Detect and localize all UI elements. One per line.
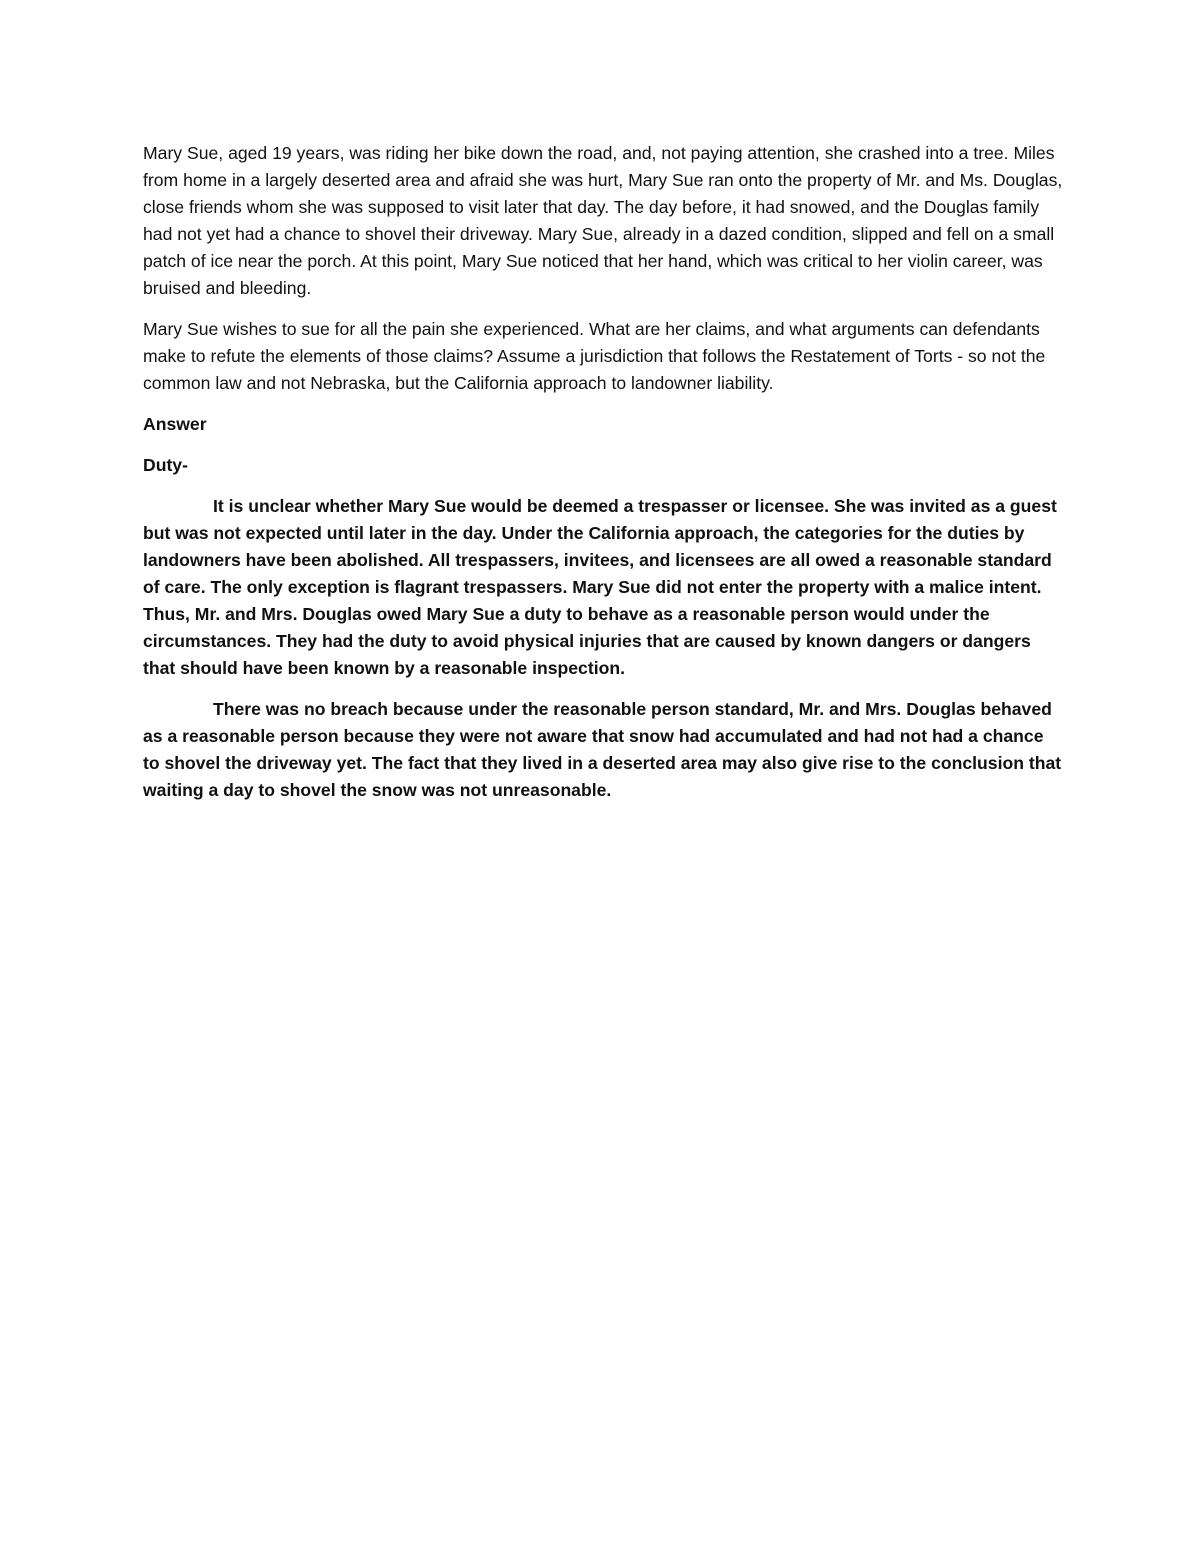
answer-paragraph-2: There was no breach because under the reasonable person standard, Mr. and Mrs. Douglas behaved as a reasonable person because they were not aware that snow had accumulated and had not had a chance to shovel the driveway yet. The fact that they lived in a deserted area may also give rise to the conclusion that waiting a day to shovel the snow was not unreasonable. — [143, 699, 1062, 800]
document-body — [143, 140, 1063, 818]
duty-heading: Duty- — [143, 455, 188, 475]
answer-paragraph-1: It is unclear whether Mary Sue would be deemed a trespasser or licensee. She was invited as a guest but was not expected until later in the day. Under the California approach, the categories for the duties by landowners have been abolished. All trespassers, invitees, and licensees are all owed a reasonable standard of care. The only exception is flagrant trespassers. Mary Sue did not enter the property with a malice intent. Thus, Mr. and Mrs. Douglas owed Mary Sue a duty to behave as a reasonable person would under the circumstances. They had the duty to avoid physical injuries that are caused by known dangers or dangers that should have been known by a reasonable inspection. — [143, 496, 1057, 678]
question-paragraph-1: Mary Sue, aged 19 years, was riding her bike down the road, and, not paying attention, she crashed into a tree. Miles from home in a largely deserted area and afraid she was hurt, Mary Sue ran onto the property of Mr. and Ms. Douglas, close friends whom she was supposed to visit later that day. The day before, it had snowed, and the Douglas family had not yet had a chance to shovel their driveway. Mary Sue, already in a dazed condition, slipped and fell on a small patch of ice near the porch. At this point, Mary Sue noticed that her hand, which was critical to her violin career, was bruised and bleeding. — [143, 143, 1063, 298]
question-paragraph-2: Mary Sue wishes to sue for all the pain she experienced. What are her claims, and what arguments can defendants make to refute the elements of those claims? Assume a jurisdiction that follows the Restatement of Torts - so not the common law and not Nebraska, but the California approach to landowner liability. — [143, 319, 1046, 393]
answer-heading: Answer — [143, 414, 207, 434]
